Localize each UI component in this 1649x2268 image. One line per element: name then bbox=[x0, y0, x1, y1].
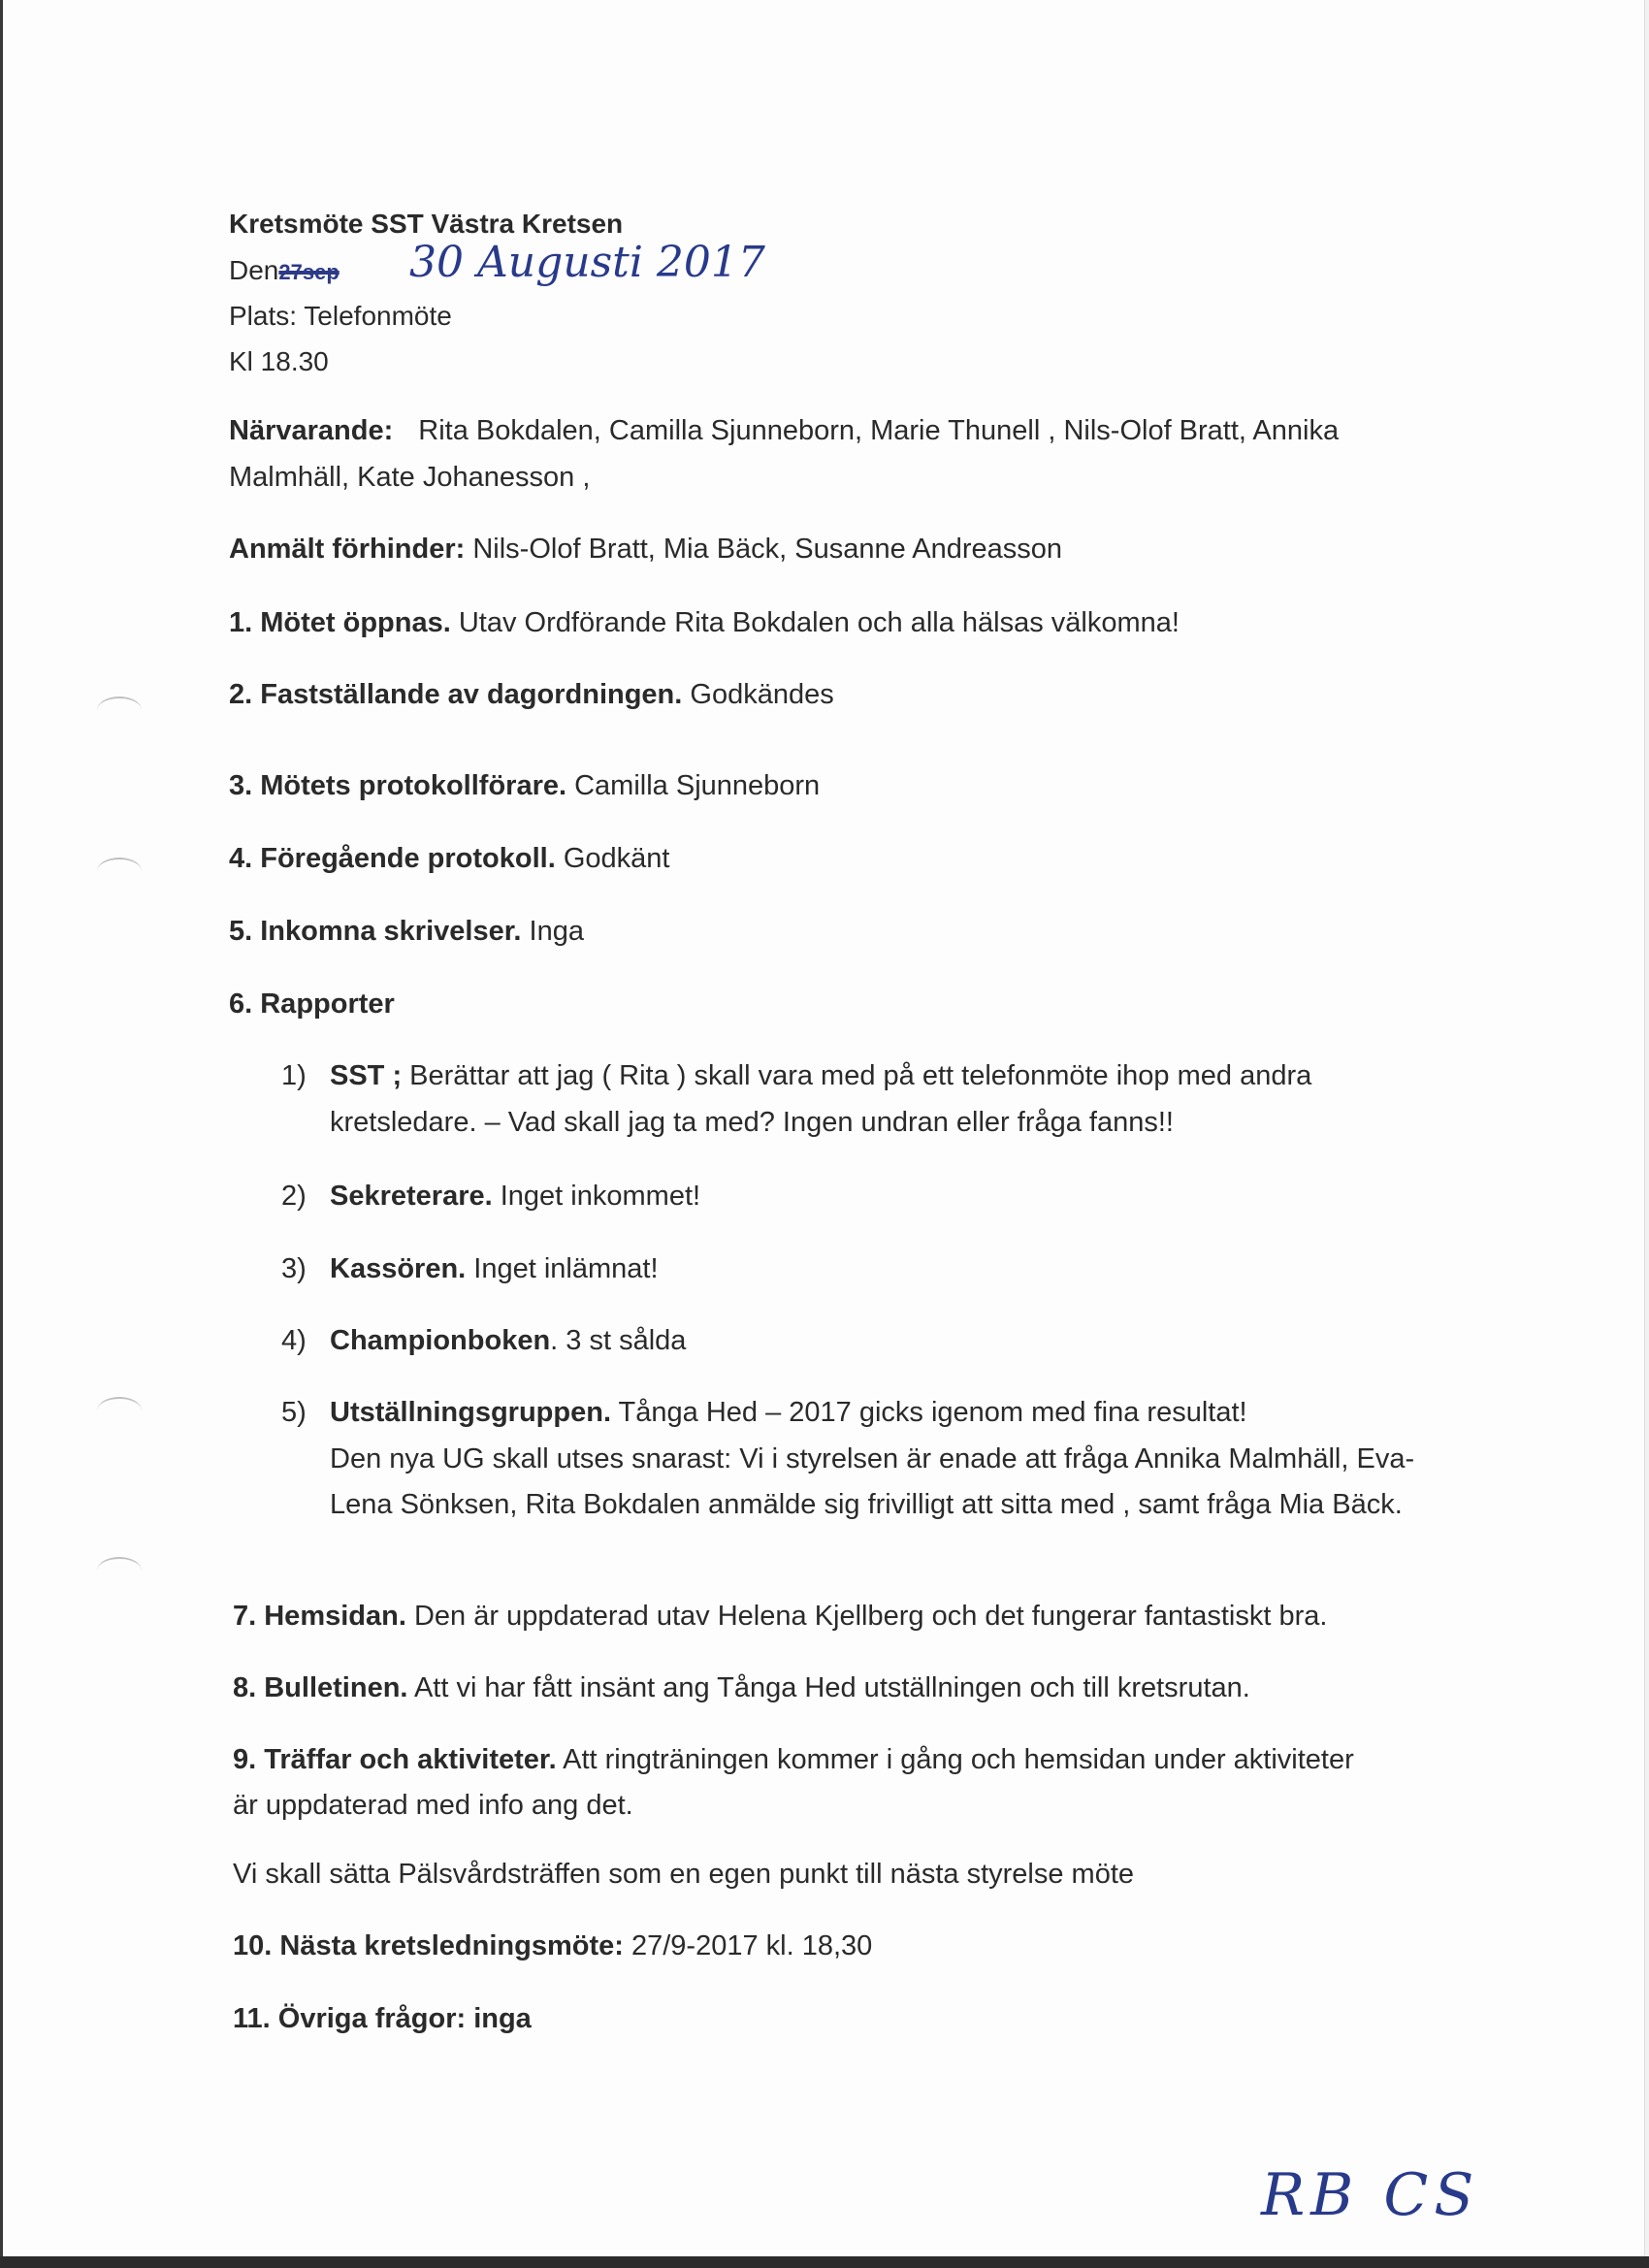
item-4-text: Godkänt bbox=[555, 843, 670, 874]
absent-names: Nils-Olof Bratt, Mia Bäck, Susanne Andreasson bbox=[465, 534, 1063, 565]
item-10-heading: 10. Nästa kretsledningsmöte: bbox=[233, 1930, 624, 1961]
item-8-text: Att vi har fått insänt ang Tånga Hed utställningen och till kretsrutan. bbox=[407, 1672, 1250, 1703]
absent-label: Anmält förhinder: bbox=[229, 534, 466, 565]
report-1-text-cont: kretsledare. – Vad skall jag ta med? Ingen undran eller fråga fanns!! bbox=[330, 1107, 1174, 1138]
report-5-number: 5) bbox=[281, 1397, 307, 1428]
item-9-text-cont: är uppdaterad med info ang det. bbox=[233, 1790, 633, 1821]
item-5-text: Inga bbox=[521, 916, 584, 947]
item-2-heading: 2. Fastställande av dagordningen. bbox=[229, 679, 683, 710]
report-2-text: Inget inkommet! bbox=[492, 1181, 701, 1212]
date-row bbox=[229, 255, 340, 286]
report-3-number: 3) bbox=[281, 1253, 307, 1284]
scan-bottom-edge bbox=[0, 2256, 1649, 2268]
item-10-text: 27/9-2017 kl. 18,30 bbox=[623, 1930, 873, 1961]
item-11: 11. Övriga frågor: inga bbox=[233, 2003, 532, 2034]
document-title: Kretsmöte SST Västra Kretsen bbox=[229, 209, 624, 239]
item-1-heading: 1. Mötet öppnas. bbox=[229, 607, 451, 638]
report-5-text-cont: Den nya UG skall utses snarast: Vi i styrelsen är enade att fråga Annika Malmhäll, Eva- bbox=[330, 1443, 1415, 1474]
report-2-heading: Sekreterare. bbox=[330, 1181, 493, 1212]
present-names-cont: Malmhäll, Kate Johanesson , bbox=[229, 462, 591, 493]
struck-date: 27sep bbox=[278, 260, 340, 284]
report-4-heading: Championboken bbox=[330, 1325, 551, 1356]
report-5-text-cont2: Lena Sönksen, Rita Bokdalen anmälde sig frivilligt att sitta med , samt fråga Mia Bäck. bbox=[330, 1489, 1403, 1520]
handwritten-initials: RB CS bbox=[1261, 2161, 1480, 2229]
date-label: Den bbox=[229, 255, 279, 285]
report-4-text: . 3 st sålda bbox=[550, 1325, 687, 1356]
scan-right-edge bbox=[1644, 0, 1649, 2268]
present-row bbox=[229, 415, 1339, 447]
punch-hole bbox=[97, 697, 142, 724]
item-3-text: Camilla Sjunneborn bbox=[566, 770, 821, 801]
present-names: Rita Bokdalen, Camilla Sjunneborn, Marie Thunell , Nils-Olof Bratt, Annika bbox=[418, 415, 1340, 446]
note-line: Vi skall sätta Pälsvårdsträffen som en egen punkt till nästa styrelse möte bbox=[233, 1859, 1135, 1890]
item-7-heading: 7. Hemsidan. bbox=[233, 1601, 406, 1632]
item-7 bbox=[233, 1601, 1327, 1633]
item-4 bbox=[229, 843, 669, 875]
item-4-heading: 4. Föregående protokoll. bbox=[229, 843, 556, 874]
punch-hole bbox=[97, 858, 142, 885]
item-3-heading: 3. Mötets protokollförare. bbox=[229, 770, 567, 801]
absent-row bbox=[229, 534, 1062, 566]
item-7-text: Den är uppdaterad utav Helena Kjellberg och det fungerar fantastiskt bra. bbox=[405, 1601, 1328, 1632]
item-2-text: Godkändes bbox=[682, 679, 834, 710]
item-3 bbox=[229, 770, 820, 802]
report-1-heading: SST ; bbox=[330, 1060, 403, 1091]
report-2 bbox=[330, 1181, 700, 1213]
meeting-place: Plats: Telefonmöte bbox=[229, 301, 452, 331]
item-10 bbox=[233, 1930, 872, 1962]
handwritten-date: 30 Augusti 2017 bbox=[409, 238, 765, 287]
item-2 bbox=[229, 679, 834, 711]
scan-left-edge bbox=[0, 0, 3, 2268]
report-5 bbox=[330, 1397, 1247, 1429]
punch-hole bbox=[97, 1397, 142, 1424]
item-8-heading: 8. Bulletinen. bbox=[233, 1672, 408, 1703]
item-8 bbox=[233, 1672, 1250, 1704]
present-label: Närvarande: bbox=[229, 415, 394, 446]
report-1-text: Berättar att jag ( Rita ) skall vara med på ett telefonmöte ihop med andra bbox=[402, 1060, 1312, 1091]
item-1 bbox=[229, 607, 1180, 639]
report-5-heading: Utställningsgruppen. bbox=[330, 1397, 611, 1428]
report-2-number: 2) bbox=[281, 1181, 307, 1212]
item-5-heading: 5. Inkomna skrivelser. bbox=[229, 916, 522, 947]
report-3-heading: Kassören. bbox=[330, 1253, 467, 1284]
report-5-text: Tånga Hed – 2017 gicks igenom med fina resultat! bbox=[611, 1397, 1247, 1428]
item-5 bbox=[229, 916, 584, 948]
item-1-text: Utav Ordförande Rita Bokdalen och alla hälsas välkomna! bbox=[450, 607, 1180, 638]
item-6-heading: 6. Rapporter bbox=[229, 988, 395, 1020]
report-4 bbox=[330, 1325, 686, 1357]
report-1 bbox=[330, 1060, 1311, 1092]
item-9 bbox=[233, 1744, 1354, 1776]
report-1-number: 1) bbox=[281, 1060, 307, 1091]
report-3-text: Inget inlämnat! bbox=[466, 1253, 659, 1284]
meeting-time: Kl 18.30 bbox=[229, 346, 329, 376]
item-9-text: Att ringträningen kommer i gång och hemsidan under aktiviteter bbox=[556, 1744, 1354, 1775]
report-4-number: 4) bbox=[281, 1325, 307, 1356]
report-3 bbox=[330, 1253, 659, 1285]
item-9-heading: 9. Träffar och aktiviteter. bbox=[233, 1744, 557, 1775]
punch-hole bbox=[97, 1557, 142, 1584]
